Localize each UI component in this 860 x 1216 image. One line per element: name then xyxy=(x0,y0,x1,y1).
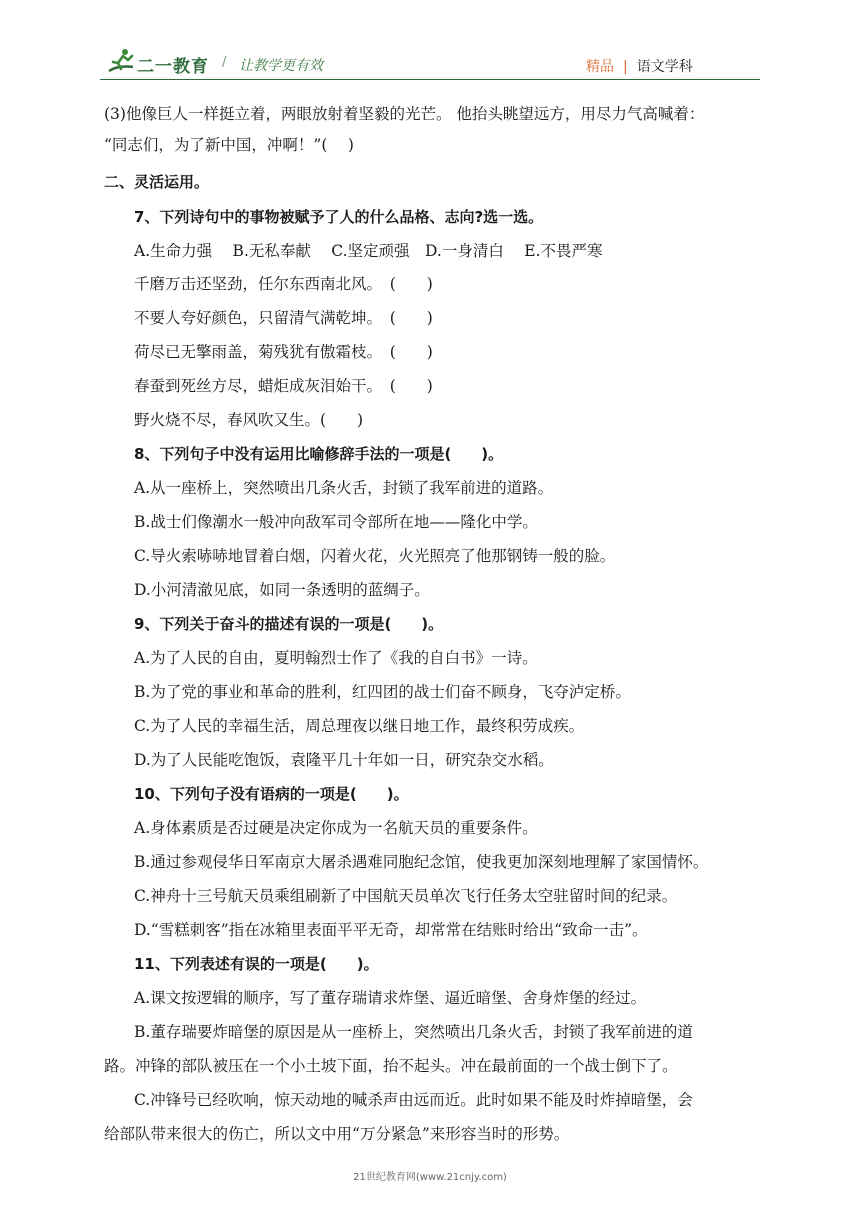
tag-separator: | xyxy=(623,59,628,75)
question-heading: 9、下列关于奋斗的描述有误的一项是( )。 xyxy=(134,615,444,633)
text-line: C.导火索哧哧地冒着白烟，闪着火花，火光照亮了他那钢铸一般的脸。 xyxy=(134,547,616,565)
text-line: 千磨万击还坚劲，任尔东西南北风。 ( ) xyxy=(134,275,433,293)
text-line: C.为了人民的幸福生活，周总理夜以继日地工作，最终积劳成疾。 xyxy=(134,717,585,735)
text-line: 不要人夸好颜色，只留清气满乾坤。 ( ) xyxy=(134,309,433,327)
text-line: 路。冲锋的部队被压在一个小土坡下面，抬不起头。冲在最前面的一个战士倒下了。 xyxy=(104,1057,678,1075)
text-line: 荷尽已无擎雨盖，菊残犹有傲霜枝。 ( ) xyxy=(134,343,433,361)
header-tags xyxy=(586,56,693,76)
page-footer: 21世纪教育网(www.21cnjy.com) xyxy=(353,1172,507,1183)
text-line: A.身体素质是否过硬是决定你成为一名航天员的重要条件。 xyxy=(134,819,538,837)
text-line: C.冲锋号已经吹响，惊天动地的喊杀声由远而近。此时如果不能及时炸掉暗堡，会 xyxy=(134,1091,693,1109)
text-line: A.课文按逻辑的顺序，写了董存瑞请求炸堡、逼近暗堡、舍身炸堡的经过。 xyxy=(134,989,647,1007)
text-line: A.生命力强 B.无私奉献 C.坚定顽强 D.一身清白 E.不畏严寒 xyxy=(134,242,603,260)
question-heading: 11、下列表述有误的一项是( )。 xyxy=(134,955,379,973)
text-line: D.“雪糕刺客”指在冰箱里表面平平无奇，却常常在结账时给出“致命一击”。 xyxy=(134,921,648,939)
text-line: 野火烧不尽，春风吹又生。( ) xyxy=(134,411,364,429)
text-line: D.小河清澈见底，如同一条透明的蓝绸子。 xyxy=(134,581,430,599)
logo-slash: / xyxy=(222,55,227,70)
question-heading: 7、下列诗句中的事物被赋予了人的什么品格、志向?选一选。 xyxy=(134,208,544,226)
question-heading: 二、灵活运用。 xyxy=(104,173,210,191)
text-line: C.神舟十三号航天员乘组刷新了中国航天员单次飞行任务太空驻留时间的纪录。 xyxy=(134,887,678,905)
page-header xyxy=(0,0,860,90)
text-line: (3)他像巨人一样挺立着，两眼放射着坚毅的光芒。 他抬头眺望远方，用尽力气高喊着： xyxy=(104,105,705,123)
logo-text: 二一教育 xyxy=(137,57,209,77)
header-divider xyxy=(100,79,760,80)
subject-tag: 语文学科 xyxy=(636,59,693,75)
text-line: B.战士们像潮水一般冲向敌军司令部所在地——隆化中学。 xyxy=(134,513,538,531)
quality-tag: 精品 xyxy=(586,59,614,75)
text-line: B.为了党的事业和革命的胜利，红四团的战士们奋不顾身，飞夺泸定桥。 xyxy=(134,683,631,701)
slogan: 让教学更有效 xyxy=(239,58,323,74)
text-line: A.从一座桥上，突然喷出几条火舌，封锁了我军前进的道路。 xyxy=(134,479,554,497)
question-heading: 8、下列句子中没有运用比喻修辞手法的一项是( )。 xyxy=(134,445,504,463)
text-line: B.董存瑞要炸暗堡的原因是从一座桥上，突然喷出几条火舌，封锁了我军前进的道 xyxy=(134,1023,693,1041)
question-heading: 10、下列句子没有语病的一项是( )。 xyxy=(134,785,409,803)
text-line: “同志们，为了新中国，冲啊！”( ) xyxy=(104,136,354,154)
text-line: 春蚕到死丝方尽，蜡炬成灰泪始干。 ( ) xyxy=(134,377,433,395)
text-line: D.为了人民能吃饱饭，袁隆平几十年如一日，研究杂交水稻。 xyxy=(134,751,554,769)
text-line: A.为了人民的自由，夏明翰烈士作了《我的自白书》一诗。 xyxy=(134,649,538,667)
text-line: B.通过参观侵华日军南京大屠杀遇难同胞纪念馆，使我更加深刻地理解了家国情怀。 xyxy=(134,853,709,871)
text-line: 给部队带来很大的伤亡，所以文中用“万分紧急”来形容当时的形势。 xyxy=(104,1125,570,1143)
running-man-logo-icon xyxy=(106,47,136,77)
